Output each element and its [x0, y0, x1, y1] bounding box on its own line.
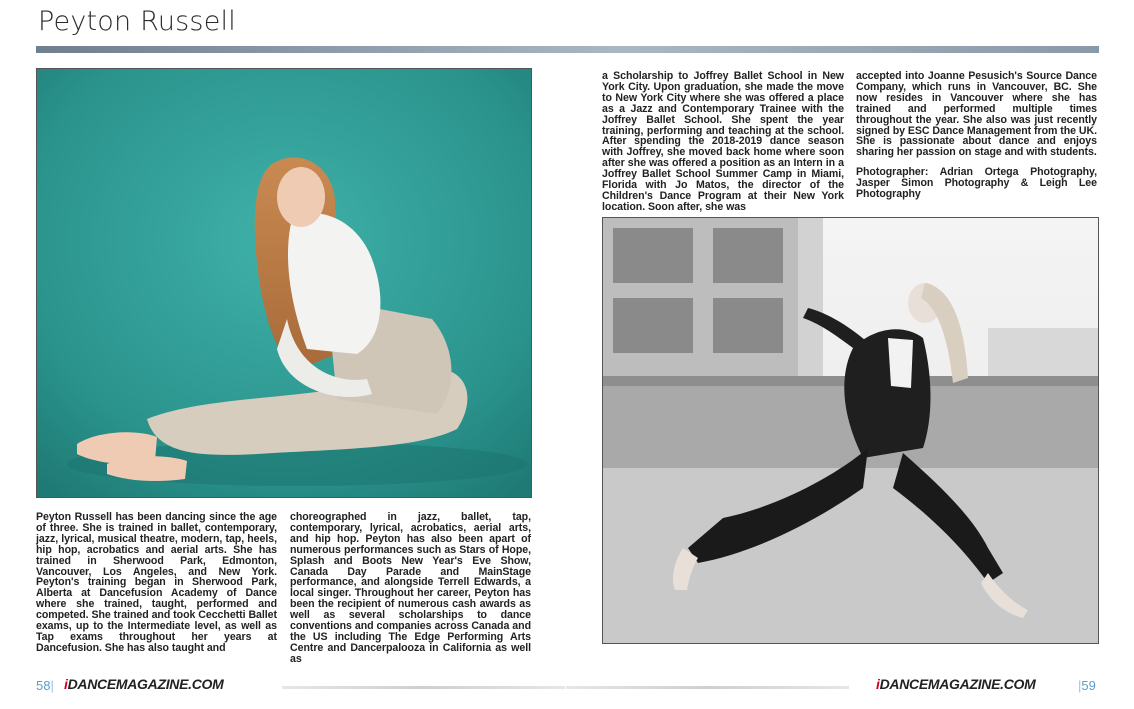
brand-logo-left[interactable]: iDANCEMAGAZINE.COM — [64, 676, 224, 692]
header-rule — [36, 46, 1099, 53]
footer-rule-right — [566, 686, 849, 689]
text-column-left-1 — [36, 512, 277, 663]
body-paragraph: choreographed in jazz, ballet, tap, contemporary, lyrical, acrobatics, aerial arts, and hip hop. Peyton has also been apart of numerous performances such as Stars of Hope, Splash and Boots New Year's Eve Show, Canada Day Parade and MainStage performance, and alongside Terrell Edwards, a local singer. Throughout her career, Peyton has been the recipient of numerous cash awards as well as several scholarships to dance conventions and companies across Canada and the US including The Edge Performing Arts Centre and Dancerpalooza in California as well as — [290, 511, 531, 665]
body-paragraph: Peyton Russell has been dancing since the age of three. She is trained in ballet, contemporary, jazz, lyrical, musical theatre, modern, tap, heels, hip hop, acrobatics and aerial arts. She has trained in Sherwood Park, Edmonton, Vancouver, Los Angeles, and New York. Peyton's training began in Sherwood Park, Alberta at Dancefusion Academy of Dance where she trained, taught, performed and competed. She trained and took Cecchetti Ballet exams, up to the Intermediate level, as well as Tap exams throughout her years at Dancefusion. She has also taught and — [36, 511, 277, 654]
page-title: Peyton Russell — [38, 6, 236, 37]
text-column-right-2 — [856, 71, 1097, 209]
page-number-right: |59 — [1078, 678, 1096, 693]
footer-rule-left — [282, 686, 565, 689]
photo-credits: Photographer: Adrian Ortega Photography, Jasper Simon Photography & Leigh Lee Photography — [856, 166, 1097, 201]
brand-logo-right[interactable]: iDANCEMAGAZINE.COM — [876, 676, 1036, 692]
body-paragraph: accepted into Joanne Pesusich's Source Dance Company, which runs in Vancouver, BC. She now resides in Vancouver where she has trained and performed multiple times throughout the year. She also was just recently signed by ESC Dance Management from the UK. She is passionate about dance and enjoys sharing her passion on stage and with students. — [856, 70, 1097, 159]
text-column-left-2 — [290, 512, 531, 674]
page-number-left: 58| — [36, 678, 54, 693]
portrait-photo — [36, 68, 532, 498]
body-paragraph: a Scholarship to Joffrey Ballet School in New York City. Upon graduation, she made the move to New York City where she was offered a place as a Jazz and Contemporary Trainee with the Joffrey Ballet School. She spent the year training, performing and teaching at the school. After spending the 2018-2019 dance season with Joffrey, she moved back home where soon after she was offered a position as an Intern in a Joffrey Ballet School Summer Camp in Miami, Florida with Jo Matos, the director of the Children's Dance Program at their New York location. Soon after, she was — [602, 70, 844, 213]
text-column-right-1 — [602, 71, 844, 222]
rooftop-photo — [602, 217, 1099, 644]
